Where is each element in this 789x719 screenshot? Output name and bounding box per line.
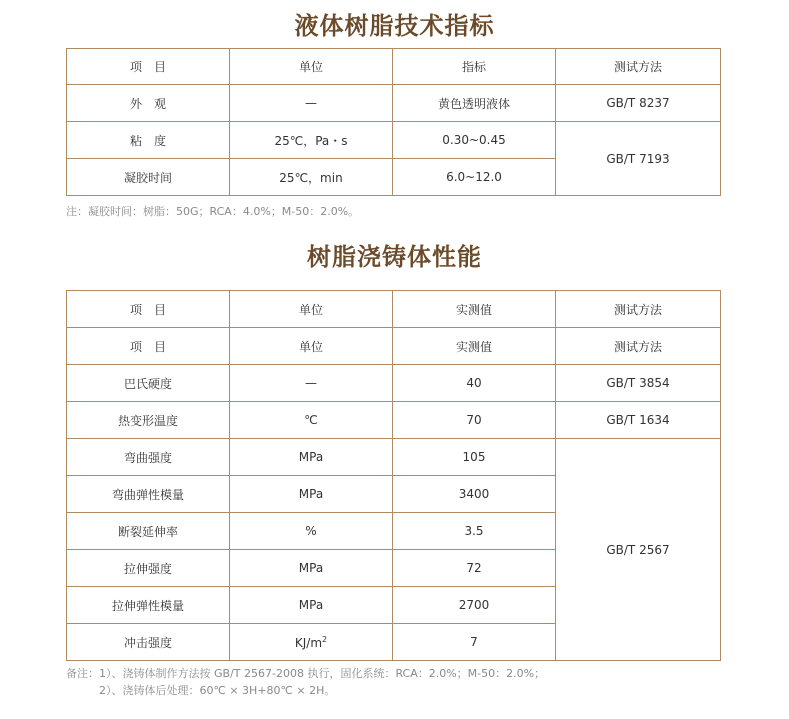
liquid-resin-spec-table <box>66 48 721 196</box>
table-row <box>67 439 721 476</box>
cell-item: 拉伸弹性模量 <box>67 587 230 624</box>
cell-value: 黄色透明液体 <box>393 85 556 122</box>
header-value: 实测值 <box>393 328 556 365</box>
table-header-row <box>67 328 721 365</box>
cell-value: 6.0~12.0 <box>393 159 556 196</box>
header-unit: 单位 <box>230 291 393 328</box>
section1-note: 注：凝胶时间：树脂：50G；RCA：4.0%；M-50：2.0%。 <box>66 205 360 218</box>
table-header-row <box>67 291 721 328</box>
cell-unit <box>230 624 393 661</box>
cell-value: 72 <box>393 550 556 587</box>
cell-unit: MPa <box>230 439 393 476</box>
header-item: 项 目 <box>67 291 230 328</box>
cell-unit: 25℃，Pa・s <box>230 122 393 159</box>
cell-method: GB/T 2567 <box>556 439 721 661</box>
table-row <box>67 402 721 439</box>
cell-item: 热变形温度 <box>67 402 230 439</box>
cell-item: 断裂延伸率 <box>67 513 230 550</box>
cell-unit: MPa <box>230 587 393 624</box>
cell-value: 40 <box>393 365 556 402</box>
cell-method: GB/T 8237 <box>556 85 721 122</box>
header-method: 测试方法 <box>556 291 721 328</box>
header-unit: 单位 <box>230 328 393 365</box>
cell-value: 2700 <box>393 587 556 624</box>
cell-unit: — <box>230 365 393 402</box>
cell-unit: 25℃，min <box>230 159 393 196</box>
header-unit: 单位 <box>230 49 393 85</box>
table-row <box>67 85 721 122</box>
cell-value: 70 <box>393 402 556 439</box>
cell-value: 3.5 <box>393 513 556 550</box>
cell-item: 拉伸强度 <box>67 550 230 587</box>
table-row <box>67 122 721 159</box>
cell-item: 巴氏硬度 <box>67 365 230 402</box>
cell-item: 凝胶时间 <box>67 159 230 196</box>
cell-value: 7 <box>393 624 556 661</box>
cell-value: 3400 <box>393 476 556 513</box>
header-method: 测试方法 <box>556 328 721 365</box>
table-header-row <box>67 49 721 85</box>
cell-method: GB/T 1634 <box>556 402 721 439</box>
header-item: 项 目 <box>67 328 230 365</box>
cell-method: GB/T 7193 <box>556 122 721 196</box>
unit-base: KJ/m <box>294 635 323 650</box>
section1-title: 液体树脂技术指标 <box>294 12 495 40</box>
cell-value: 0.30~0.45 <box>393 122 556 159</box>
header-method: 测试方法 <box>556 49 721 85</box>
cell-unit: ℃ <box>230 402 393 439</box>
header-item: 项 目 <box>67 49 230 85</box>
section2-note-line2: 2）、浇铸体后处理：60℃ × 3H+80℃ × 2H。 <box>66 684 336 697</box>
section2-note-line1: 备注：1）、浇铸体制作方法按 GB/T 2567-2008 执行，固化系统：RCA：2.0%；M-50：2.0%； <box>66 667 546 680</box>
cell-method: GB/T 3854 <box>556 365 721 402</box>
cell-item: 弯曲强度 <box>67 439 230 476</box>
cell-value: 105 <box>393 439 556 476</box>
section2-title: 树脂浇铸体性能 <box>307 243 482 271</box>
unit-superscript: 2 <box>322 634 328 644</box>
cell-unit: MPa <box>230 550 393 587</box>
header-value: 实测值 <box>393 291 556 328</box>
cell-item: 粘 度 <box>67 122 230 159</box>
cell-unit: % <box>230 513 393 550</box>
cast-resin-properties-table <box>66 290 721 661</box>
cell-unit: — <box>230 85 393 122</box>
cell-unit: MPa <box>230 476 393 513</box>
cell-item: 弯曲弹性模量 <box>67 476 230 513</box>
header-value: 指标 <box>393 49 556 85</box>
table-row <box>67 365 721 402</box>
cell-item: 外 观 <box>67 85 230 122</box>
cell-item: 冲击强度 <box>67 624 230 661</box>
